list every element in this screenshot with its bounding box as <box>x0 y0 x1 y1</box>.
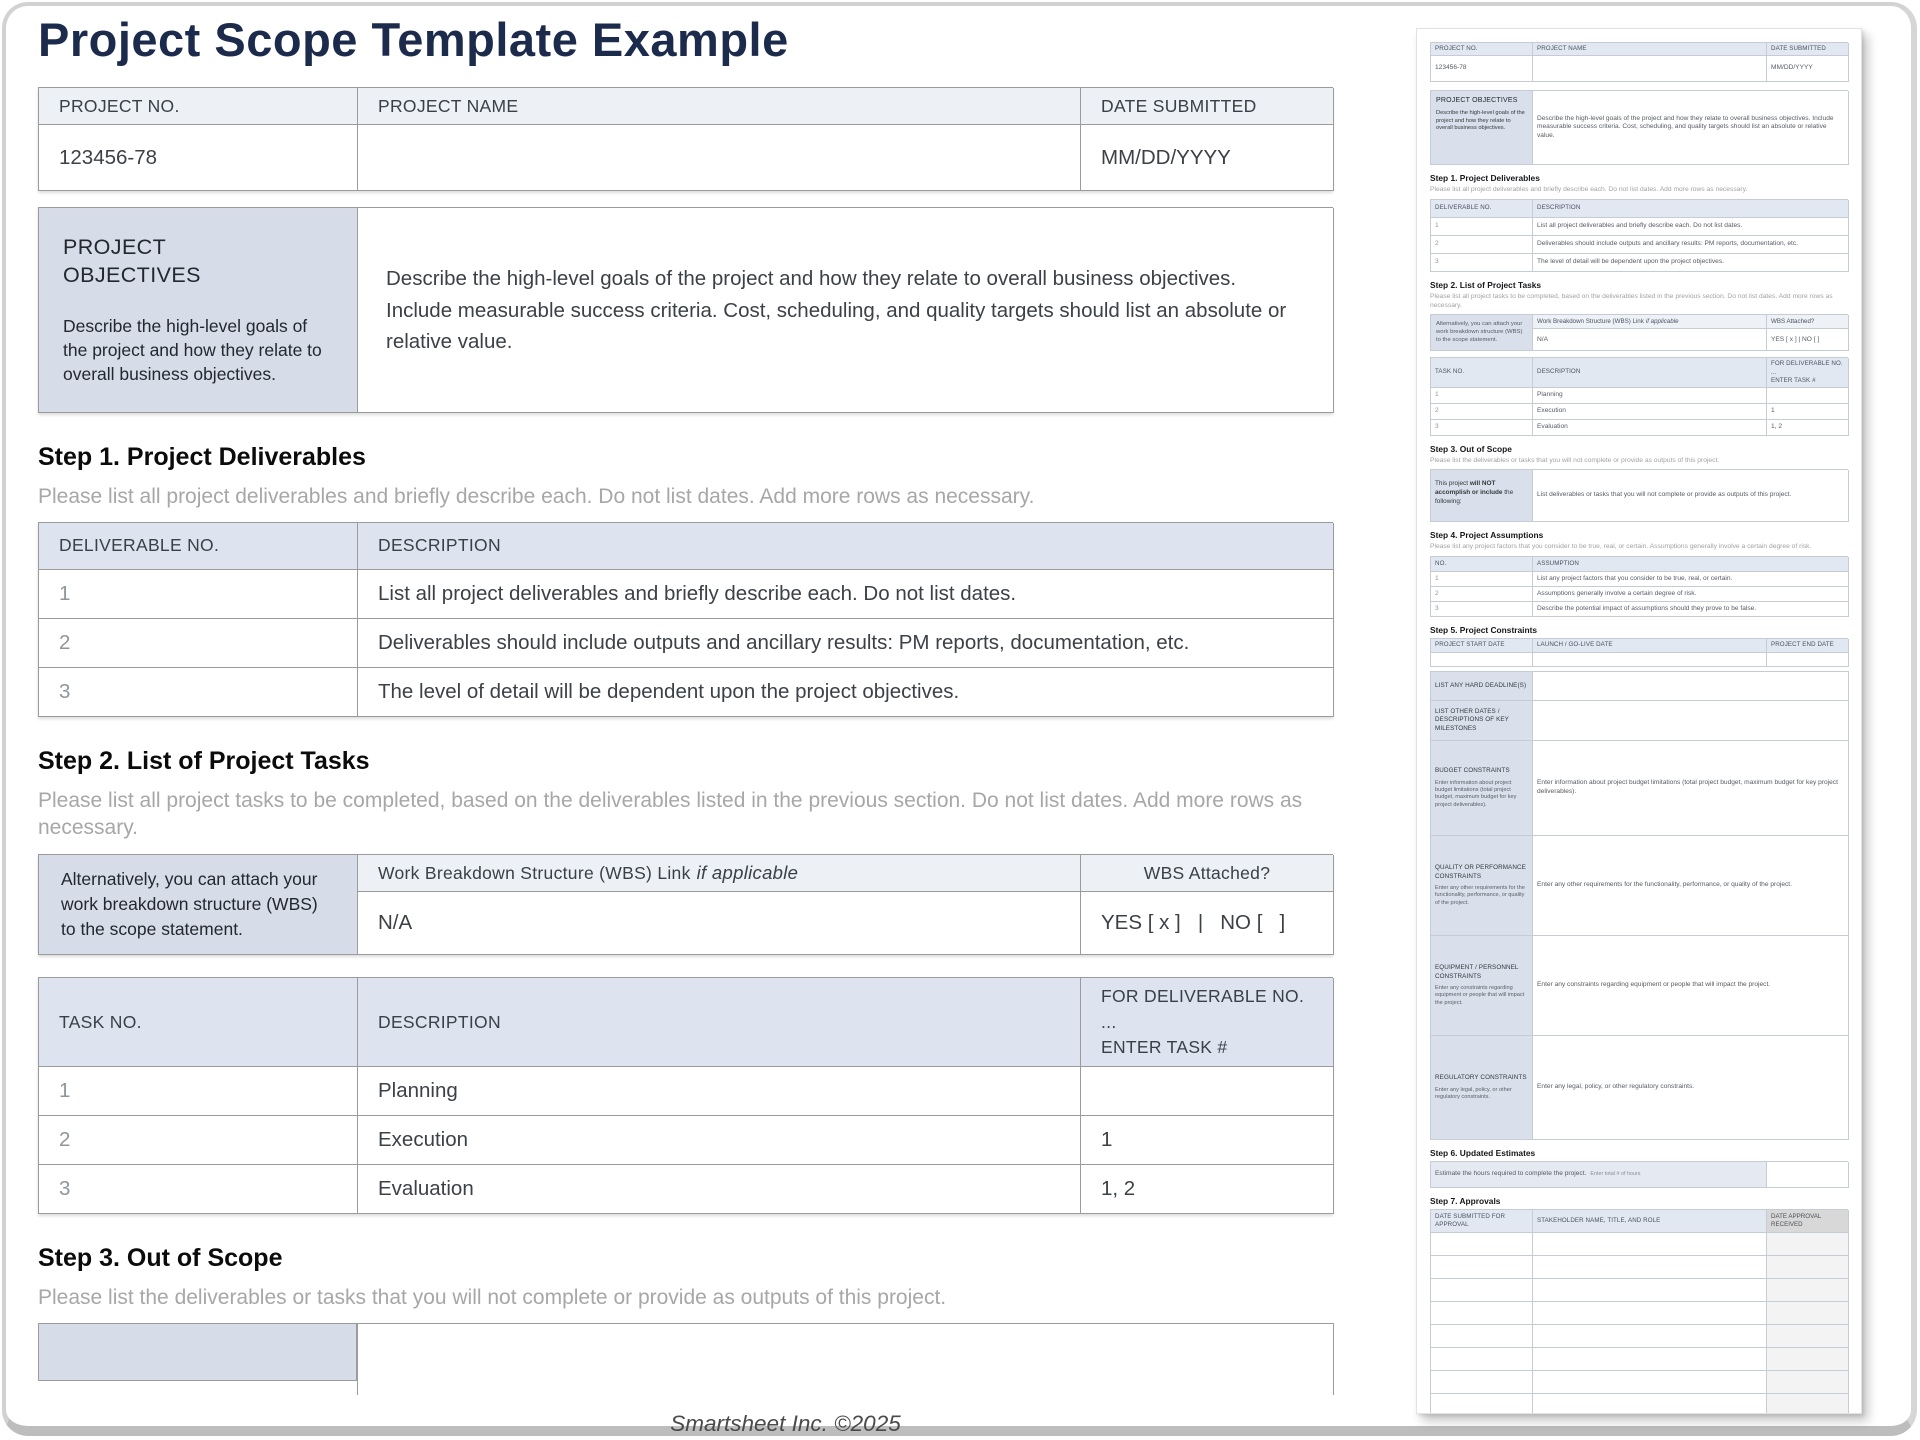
thumb-deliverable-desc: The level of detail will be dependent upon the project objectives. <box>1533 254 1849 272</box>
thumb-constraint-label-text: LIST ANY HARD DEADLINE(S) <box>1435 681 1527 689</box>
thumb-project-name-header: PROJECT NAME <box>1533 43 1767 56</box>
project-info-table <box>38 87 1333 191</box>
thumb-constraint-label-text: BUDGET CONSTRAINTS <box>1435 767 1510 775</box>
thumb-objectives-label-cell <box>1431 91 1533 165</box>
step1-subtext: Please list all project deliverables and briefly describe each. Do not list dates. Add more rows as necessary. <box>38 485 1035 509</box>
thumb-objectives-title: PROJECT OBJECTIVES <box>1436 97 1518 105</box>
thumb-wbs-table <box>1430 314 1848 351</box>
deliverable-desc: List all project deliverables and briefly describe each. Do not list dates. <box>358 570 1334 619</box>
wbs-attached-value: YES [ x ] | NO [ ] <box>1081 891 1334 955</box>
thumb-description-header: DESCRIPTION <box>1533 200 1849 218</box>
thumb-task-deliverable-header <box>1767 358 1849 387</box>
thumb-task-no: 2 <box>1431 404 1533 420</box>
thumb-approval-cell <box>1533 1256 1767 1279</box>
thumb-out-of-scope-table <box>1430 469 1848 522</box>
wbs-side-note: Alternatively, you can attach your work breakdown structure (WBS) to the scope statement. <box>39 855 358 955</box>
task-deliverable-header-line1: FOR DELIVERABLE NO. ... <box>1101 986 1305 1032</box>
out-of-scope-body-cell <box>357 1323 1334 1395</box>
thumb-step2-heading: Step 2. List of Project Tasks <box>1430 280 1542 291</box>
thumb-constraint-label <box>1431 936 1533 1036</box>
thumb-approval-cell <box>1767 1256 1849 1279</box>
step3-heading: Step 3. Out of Scope <box>38 1244 283 1273</box>
thumb-assumption-no-header: NO. <box>1431 557 1533 572</box>
step3-subtext: Please list the deliverables or tasks that you will not complete or provide as outputs of this project. <box>38 1286 947 1310</box>
thumb-constraint-label-text: EQUIPMENT / PERSONNEL CONSTRAINTS <box>1435 964 1519 980</box>
date-submitted-value: MM/DD/YYYY <box>1081 125 1334 191</box>
thumb-constraint-value: Enter any constraints regarding equipment or people that will impact the project. <box>1533 936 1849 1036</box>
thumb-objectives-table <box>1430 90 1848 165</box>
page-title: Project Scope Template Example <box>38 13 789 66</box>
wbs-link-header-text: Work Breakdown Structure (WBS) Link <box>378 862 691 883</box>
thumb-approval-received-header: DATE APPROVAL RECEIVED <box>1767 1210 1849 1233</box>
thumb-task-no-header: TASK NO. <box>1431 358 1533 387</box>
thumb-task-deliverable: 1 <box>1767 404 1849 420</box>
thumb-estimate-label-cell <box>1431 1162 1767 1188</box>
thumb-approvals-table <box>1430 1209 1848 1414</box>
thumb-out-of-scope-value: List deliverables or tasks that you will not complete or provide as outputs of this project. <box>1533 470 1849 522</box>
task-no-header: TASK NO. <box>39 978 358 1067</box>
thumb-assumptions-table <box>1430 556 1848 617</box>
thumb-task-deliverable-header-line1: FOR DELIVERABLE NO. ... <box>1771 360 1843 376</box>
thumb-constraint-label-note: Enter any other requirements for the functionality, performance, or quality of the project. <box>1435 885 1525 906</box>
thumb-project-no-header: PROJECT NO. <box>1431 43 1533 56</box>
thumb-assumption-header: ASSUMPTION <box>1533 557 1849 572</box>
thumb-task-no: 1 <box>1431 388 1533 404</box>
thumb-approval-cell <box>1431 1394 1533 1414</box>
thumb-step4-heading: Step 4. Project Assumptions <box>1430 530 1544 541</box>
thumb-wbs-link-header-note: if applicable <box>1645 317 1679 325</box>
thumb-step3-heading: Step 3. Out of Scope <box>1430 443 1512 454</box>
task-desc: Planning <box>358 1067 1081 1116</box>
template-thumbnail <box>1416 28 1862 1414</box>
thumb-constraint-value <box>1533 701 1849 741</box>
thumb-constraint-label <box>1431 836 1533 936</box>
project-no-header: PROJECT NO. <box>39 88 358 125</box>
thumb-deliverable-no: 2 <box>1431 236 1533 254</box>
thumb-oos-label-bold: will NOT accomplish or include <box>1435 480 1503 496</box>
thumb-task-description-header: DESCRIPTION <box>1533 358 1767 387</box>
thumb-wbs-link-header-text: Work Breakdown Structure (WBS) Link <box>1537 317 1644 325</box>
task-desc: Execution <box>358 1116 1081 1165</box>
thumb-start-date-value <box>1431 653 1533 667</box>
thumb-approval-cell <box>1431 1279 1533 1302</box>
task-description-header: DESCRIPTION <box>358 978 1081 1067</box>
thumb-deliverable-no: 3 <box>1431 254 1533 272</box>
thumb-approval-cell <box>1767 1279 1849 1302</box>
deliverable-desc: Deliverables should include outputs and ancillary results: PM reports, documentation, etc. <box>358 619 1334 668</box>
thumb-constraint-label-note: Enter any constraints regarding equipment or people that will impact the project. <box>1435 985 1525 1006</box>
thumb-objectives-note: Describe the high-level goals of the project and how they relate to overall business objectives. <box>1436 110 1525 132</box>
tasks-table <box>38 977 1333 1214</box>
thumb-assumption-desc: Assumptions generally involve a certain degree of risk. <box>1533 587 1849 602</box>
thumb-constraint-value <box>1533 671 1849 701</box>
deliverable-no: 2 <box>39 619 358 668</box>
thumb-deliverable-no: 1 <box>1431 218 1533 236</box>
thumb-task-deliverable: 1, 2 <box>1767 420 1849 436</box>
thumb-task-desc: Planning <box>1533 388 1767 404</box>
thumb-task-deliverable-header-line2: ENTER TASK # <box>1771 376 1816 384</box>
thumb-step3-subtext: Please list the deliverables or tasks that you will not complete or provide as outputs of this project. <box>1430 456 1720 464</box>
thumb-approval-stakeholder-header: STAKEHOLDER NAME, TITLE, AND ROLE <box>1533 1210 1767 1233</box>
thumb-step6-heading: Step 6. Updated Estimates <box>1430 1148 1536 1159</box>
thumb-wbs-attached-value: YES [ x ] | NO [ ] <box>1767 329 1849 351</box>
thumb-oos-label-pre: This project <box>1435 480 1470 488</box>
thumb-constraint-label <box>1431 1036 1533 1140</box>
task-desc: Evaluation <box>358 1165 1081 1214</box>
out-of-scope-table <box>38 1323 1335 1395</box>
thumb-constraint-label-note: Enter any legal, policy, or other regulatory constraints. <box>1435 1086 1512 1100</box>
task-no: 1 <box>39 1067 358 1116</box>
objectives-body: Describe the high-level goals of the project and how they relate to overall business objectives. Include measurable success criteria. Cost, scheduling, and quality targets should list an absolute or relative value. <box>358 208 1334 413</box>
objectives-note: Describe the high-level goals of the project and how they relate to overall business objectives. <box>63 315 322 385</box>
thumb-estimate-note: Enter total # of hours <box>1590 1170 1641 1177</box>
thumb-estimates-table <box>1430 1161 1848 1188</box>
thumb-approval-date-submitted-header: DATE SUBMITTED FOR APPROVAL <box>1431 1210 1533 1233</box>
thumb-start-date-header: PROJECT START DATE <box>1431 639 1533 653</box>
thumb-step5-heading: Step 5. Project Constraints <box>1430 625 1538 636</box>
thumb-approval-cell <box>1533 1394 1767 1414</box>
thumb-task-desc: Evaluation <box>1533 420 1767 436</box>
task-no: 2 <box>39 1116 358 1165</box>
thumb-estimate-label: Estimate the hours required to complete the project. <box>1435 1170 1587 1178</box>
deliverables-table <box>38 522 1333 717</box>
thumb-wbs-attached-header: WBS Attached? <box>1767 315 1849 329</box>
thumb-approval-cell <box>1767 1233 1849 1256</box>
thumb-end-date-value <box>1767 653 1849 667</box>
thumb-constraints-table <box>1430 671 1848 1140</box>
thumb-approval-cell <box>1431 1256 1533 1279</box>
thumb-approval-cell <box>1431 1302 1533 1325</box>
task-no: 3 <box>39 1165 358 1214</box>
objectives-label-cell <box>39 208 358 413</box>
deliverable-desc: The level of detail will be dependent upon the project objectives. <box>358 668 1334 717</box>
thumb-deliverable-desc: Deliverables should include outputs and ancillary results: PM reports, documentation, etc. <box>1533 236 1849 254</box>
thumb-step4-subtext: Please list any project factors that you consider to be true, real, or certain. Assumptions generally involve a certain degree of risk. <box>1430 543 1812 551</box>
thumb-approval-cell <box>1767 1348 1849 1371</box>
thumb-constraints-dates-header <box>1430 638 1848 667</box>
thumb-project-no-value: 123456-78 <box>1431 56 1533 82</box>
thumb-project-name-value <box>1533 56 1767 82</box>
thumb-assumption-desc: Describe the potential impact of assumptions should they prove to be false. <box>1533 602 1849 617</box>
thumb-task-no: 3 <box>1431 420 1533 436</box>
thumb-constraint-value: Enter any other requirements for the functionality, performance, or quality of the project. <box>1533 836 1849 936</box>
thumb-golive-date-header: LAUNCH / GO-LIVE DATE <box>1533 639 1767 653</box>
wbs-link-header <box>358 855 1081 892</box>
thumb-approval-cell <box>1431 1325 1533 1348</box>
thumb-constraint-label-text: REGULATORY CONSTRAINTS <box>1435 1074 1527 1082</box>
thumb-task-deliverable <box>1767 388 1849 404</box>
thumb-step2-subtext: Please list all project tasks to be completed, based on the deliverables listed in the previous section. Do not list dates. Add more rows as necessary. <box>1430 293 1833 309</box>
thumb-constraint-label <box>1431 741 1533 836</box>
thumb-date-submitted-header: DATE SUBMITTED <box>1767 43 1849 56</box>
thumb-deliverable-desc: List all project deliverables and briefly describe each. Do not list dates. <box>1533 218 1849 236</box>
deliverable-no-header: DELIVERABLE NO. <box>39 523 358 570</box>
thumb-approval-cell <box>1767 1325 1849 1348</box>
task-deliverable-header <box>1081 978 1334 1067</box>
thumb-constraint-label-text: QUALITY OR PERFORMANCE CONSTRAINTS <box>1435 864 1526 880</box>
thumb-deliverable-no-header: DELIVERABLE NO. <box>1431 200 1533 218</box>
thumb-constraint-label-text: LIST OTHER DATES / DESCRIPTIONS OF KEY MILESTONES <box>1435 707 1509 732</box>
thumb-assumption-desc: List any project factors that you consider to be true, real, or certain. <box>1533 572 1849 587</box>
step1-heading: Step 1. Project Deliverables <box>38 443 366 472</box>
thumb-approval-cell <box>1533 1279 1767 1302</box>
thumb-approval-cell <box>1767 1302 1849 1325</box>
out-of-scope-label-cell <box>38 1323 357 1381</box>
task-deliverable: 1, 2 <box>1081 1165 1334 1214</box>
thumb-task-desc: Execution <box>1533 404 1767 420</box>
task-deliverable: 1 <box>1081 1116 1334 1165</box>
thumb-golive-date-value <box>1533 653 1767 667</box>
thumb-constraint-value: Enter any legal, policy, or other regulatory constraints. <box>1533 1036 1849 1140</box>
thumb-approval-cell <box>1767 1394 1849 1414</box>
thumb-project-info-table <box>1430 42 1848 82</box>
project-no-value: 123456-78 <box>39 125 358 191</box>
thumb-approval-cell <box>1431 1348 1533 1371</box>
wbs-table <box>38 854 1333 955</box>
task-deliverable <box>1081 1067 1334 1116</box>
thumb-approval-cell <box>1533 1348 1767 1371</box>
thumb-estimate-value-cell <box>1767 1162 1849 1188</box>
thumb-wbs-side-note: Alternatively, you can attach your work breakdown structure (WBS) to the scope statement. <box>1431 315 1533 351</box>
thumb-step1-heading: Step 1. Project Deliverables <box>1430 173 1540 184</box>
deliverable-no: 1 <box>39 570 358 619</box>
thumb-approval-cell <box>1533 1302 1767 1325</box>
thumb-step1-subtext: Please list all project deliverables and briefly describe each. Do not list dates. Add more rows as necessary. <box>1430 186 1748 194</box>
thumb-objectives-body: Describe the high-level goals of the project and how they relate to overall business objectives. Include measurable success criteria. Cost, scheduling, and quality targets should list an absolute or relative value. <box>1533 91 1849 165</box>
thumb-approval-cell <box>1533 1233 1767 1256</box>
thumb-date-submitted-value: MM/DD/YYYY <box>1767 56 1849 82</box>
thumb-wbs-link-value: N/A <box>1533 329 1767 351</box>
thumb-tasks-table <box>1430 357 1848 435</box>
project-objectives-table <box>38 207 1333 413</box>
date-submitted-header: DATE SUBMITTED <box>1081 88 1334 125</box>
thumb-step7-heading: Step 7. Approvals <box>1430 1196 1501 1207</box>
document-main <box>38 0 1333 1437</box>
thumb-assumption-no: 1 <box>1431 572 1533 587</box>
thumb-approval-cell <box>1431 1371 1533 1394</box>
thumb-constraint-label <box>1431 701 1533 741</box>
thumb-assumption-no: 3 <box>1431 602 1533 617</box>
footer-copyright: Smartsheet Inc. ©2025 <box>670 1410 901 1436</box>
thumb-deliverables-table <box>1430 199 1848 272</box>
thumb-approval-cell <box>1533 1325 1767 1348</box>
description-header: DESCRIPTION <box>358 523 1334 570</box>
thumb-constraint-label-note: Enter information about project budget limitations (total project budget, maximum budget for key project deliverables). <box>1435 779 1517 808</box>
deliverable-no: 3 <box>39 668 358 717</box>
thumb-approval-cell <box>1431 1233 1533 1256</box>
wbs-link-value: N/A <box>358 891 1081 955</box>
thumb-out-of-scope-label <box>1431 470 1533 522</box>
wbs-link-header-note: if applicable <box>696 862 799 884</box>
thumb-constraint-label <box>1431 671 1533 701</box>
step2-subtext: Please list all project tasks to be completed, based on the deliverables listed in the previous section. Do not list dates. Add more rows as necessary. <box>38 788 1303 839</box>
thumb-oos-label-post: the following: <box>1435 489 1514 505</box>
task-deliverable-header-line2: ENTER TASK # <box>1101 1036 1228 1057</box>
wbs-attached-header: WBS Attached? <box>1081 855 1334 892</box>
thumb-approval-cell <box>1767 1371 1849 1394</box>
thumb-end-date-header: PROJECT END DATE <box>1767 639 1849 653</box>
objectives-title: PROJECT OBJECTIVES <box>63 235 201 287</box>
thumb-approval-cell <box>1533 1371 1767 1394</box>
project-name-header: PROJECT NAME <box>358 88 1081 125</box>
thumb-wbs-link-header <box>1533 315 1767 329</box>
thumb-constraint-value: Enter information about project budget limitations (total project budget, maximum budget for key project deliverables). <box>1533 741 1849 836</box>
project-name-value <box>358 125 1081 191</box>
step2-heading: Step 2. List of Project Tasks <box>38 746 370 775</box>
thumb-assumption-no: 2 <box>1431 587 1533 602</box>
